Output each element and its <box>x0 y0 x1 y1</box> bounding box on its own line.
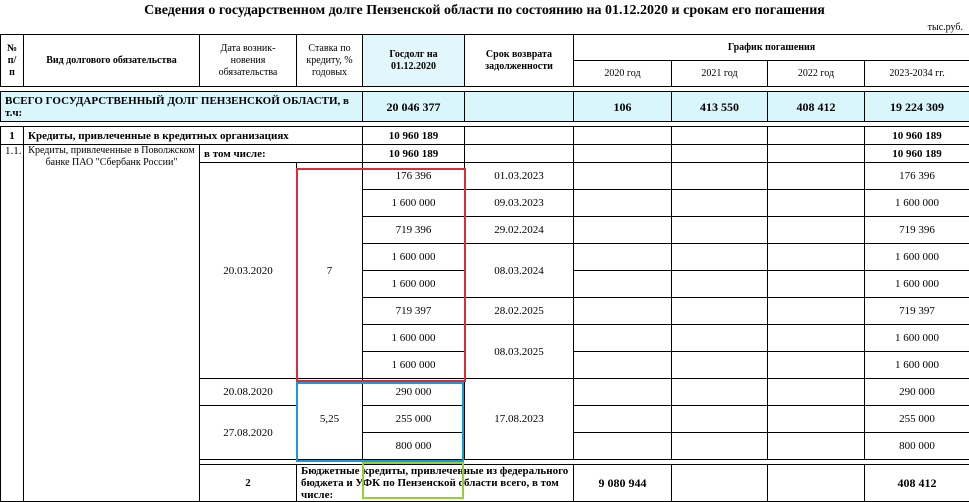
loan-term: 08.03.2024 <box>465 244 574 298</box>
loan-2023: 176 396 <box>865 163 969 190</box>
total-2020: 106 <box>574 92 672 122</box>
header-2022: 2022 год <box>768 61 865 87</box>
total-term <box>465 92 574 122</box>
header-debt: Госдолг на 01.12.2020 <box>363 35 465 87</box>
loan-2023: 719 396 <box>865 217 969 244</box>
total-2023: 19 224 309 <box>865 92 969 122</box>
total-2021: 413 550 <box>672 92 768 122</box>
row11-label: Кредиты, привлеченные в Поволжском банке ПАО "Сбербанк России" <box>24 145 200 502</box>
header-num: № п/п <box>1 35 24 87</box>
loan-term: 28.02.2025 <box>465 298 574 325</box>
header-2021: 2021 год <box>672 61 768 87</box>
header-2020: 2020 год <box>574 61 672 87</box>
total-debt: 20 046 377 <box>363 92 465 122</box>
total-row <box>1 92 969 122</box>
loan-debt: 290 000 <box>363 379 465 406</box>
loan-2023: 255 000 <box>865 406 969 433</box>
groupB-date1: 20.08.2020 <box>200 379 297 406</box>
row11-2023: 10 960 189 <box>865 145 969 163</box>
loan-debt: 1 600 000 <box>363 244 465 271</box>
header-term: Срок возврата задолженности <box>465 35 574 87</box>
row1-num: 1 <box>1 127 24 145</box>
loan-term: 29.02.2024 <box>465 217 574 244</box>
groupA-rate: 7 <box>297 163 363 379</box>
unit-label: тыс.руб. <box>928 22 963 34</box>
loan-2023: 290 000 <box>865 379 969 406</box>
loan-debt: 1 600 000 <box>363 271 465 298</box>
row1-2023: 10 960 189 <box>865 127 969 145</box>
loan-debt: 800 000 <box>363 433 465 460</box>
loan-debt: 719 396 <box>363 217 465 244</box>
total-label: ВСЕГО ГОСУДАРСТВЕННЫЙ ДОЛГ ПЕНЗЕНСКОЙ ОБЛАСТИ, в т.ч: <box>1 92 363 122</box>
row11-debt: 10 960 189 <box>363 145 465 163</box>
row2-num: 2 <box>200 465 297 502</box>
loan-debt: 719 397 <box>363 298 465 325</box>
loan-debt: 255 000 <box>363 406 465 433</box>
loan-2023: 1 600 000 <box>865 325 969 352</box>
loan-2023: 1 600 000 <box>865 352 969 379</box>
loan-2023: 1 600 000 <box>865 271 969 298</box>
loan-2023: 719 397 <box>865 298 969 325</box>
loan-2023: 800 000 <box>865 433 969 460</box>
debt-table <box>0 34 969 502</box>
loan-debt: 1 600 000 <box>363 352 465 379</box>
loan-term: 01.03.2023 <box>465 163 574 190</box>
table-row <box>1 127 969 145</box>
row11-incl: в том числе: <box>200 145 363 163</box>
loan-2023: 1 600 000 <box>865 190 969 217</box>
loan-debt: 1 600 000 <box>363 325 465 352</box>
header-schedule: График погашения <box>574 35 969 61</box>
header-type: Вид долгового обязательства <box>24 35 200 87</box>
row2-2021: 408 412 <box>865 465 969 502</box>
loan-debt: 1 600 000 <box>363 190 465 217</box>
groupB-term: 17.08.2023 <box>465 379 574 460</box>
loan-debt: 176 396 <box>363 163 465 190</box>
table-row <box>1 145 969 163</box>
loan-term: 09.03.2023 <box>465 190 574 217</box>
header-rate: Ставка по кредиту, % годовых <box>297 35 363 87</box>
groupA-date: 20.03.2020 <box>200 163 297 379</box>
header-date: Дата возник-новения обязательства <box>200 35 297 87</box>
loan-term: 08.03.2025 <box>465 325 574 379</box>
row1-debt: 10 960 189 <box>363 127 465 145</box>
row11-num: 1.1. <box>1 145 24 502</box>
row2-label: Бюджетные кредиты, привлеченные из федерального бюджета и УФК по Пензенской области всего, в том числе: <box>297 465 574 502</box>
row2-debt: 9 080 944 <box>574 465 672 502</box>
total-2022: 408 412 <box>768 92 865 122</box>
row1-label: Кредиты, привлеченные в кредитных организациях <box>24 127 363 145</box>
groupB-date2: 27.08.2020 <box>200 406 297 460</box>
groupB-rate: 5,25 <box>297 379 363 460</box>
page-title: Сведения о государственном долге Пензенской области по состоянию на 01.12.2020 и срокам его погашения <box>0 0 969 22</box>
loan-2023: 1 600 000 <box>865 244 969 271</box>
header-2023: 2023-2034 гг. <box>865 61 969 87</box>
